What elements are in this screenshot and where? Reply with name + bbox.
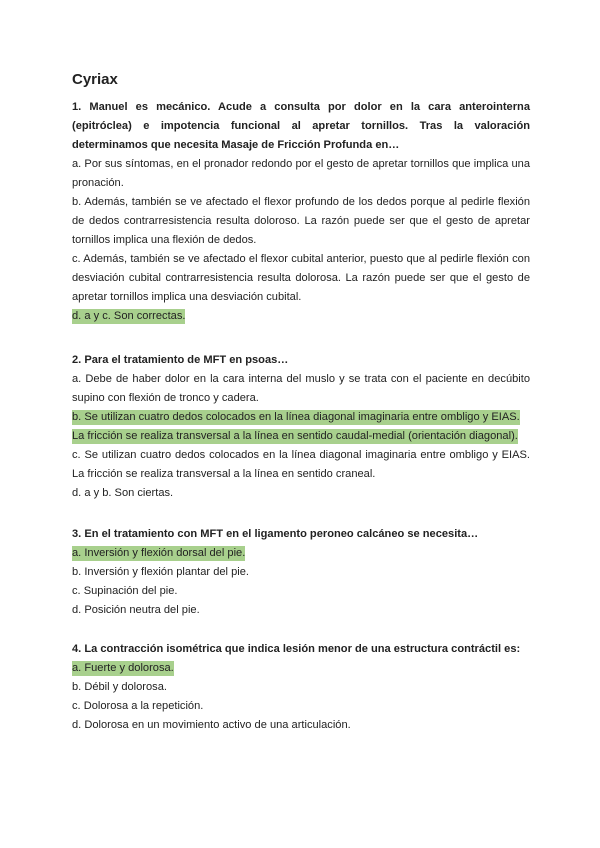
question-1: [72, 98, 530, 326]
question-3-stem: 3. En el tratamiento con MFT en el ligamento peroneo calcáneo se necesita…: [72, 528, 479, 540]
question-4-option-b: b. Débil y dolorosa.: [72, 681, 167, 693]
question-4-option-d: d. Dolorosa en un movimiento activo de una articulación.: [72, 719, 351, 731]
question-2: [72, 351, 530, 503]
question-1-option-a: a. Por sus síntomas, en el pronador redondo por el gesto de apretar tornillos que implica una pronación.: [72, 158, 530, 189]
question-1-stem: 1. Manuel es mecánico. Acude a consulta por dolor en la cara anterointerna (epitróclea) e impotencia funcional al apretar tornillos. Tras la valoración determinamos que necesita Masaje de Fricción Profunda en…: [72, 101, 530, 151]
question-2-option-a: a. Debe de haber dolor en la cara interna del muslo y se trata con el paciente en decúbito supino con flexión de tronco y cadera.: [72, 373, 530, 404]
question-4: [72, 640, 530, 735]
question-1-option-c: c. Además, también se ve afectado el flexor cubital anterior, puesto que al pedirle flexión con desviación cubital contrarresistencia resulta dolorosa. La razón puede ser que el gesto de apretar tornillos implica una desviación cubital.: [72, 253, 530, 303]
document-title: Cyriax: [72, 71, 118, 88]
question-1-option-d-highlight: d. a y c. Son correctas.: [72, 310, 186, 322]
question-3-option-d: d. Posición neutra del pie.: [72, 604, 200, 616]
question-1-option-d: [72, 307, 530, 326]
question-3-option-c: c. Supinación del pie.: [72, 585, 178, 597]
question-4-option-a-highlight: a. Fuerte y dolorosa.: [72, 662, 174, 674]
question-3-option-a-highlight: a. Inversión y flexión dorsal del pie.: [72, 547, 246, 559]
question-3: [72, 525, 530, 620]
question-2-option-b: [72, 408, 530, 446]
question-4-stem: 4. La contracción isométrica que indica lesión menor de una estructura contráctil es:: [72, 643, 521, 655]
question-2-stem: 2. Para el tratamiento de MFT en psoas…: [72, 354, 289, 366]
question-2-option-d: d. a y b. Son ciertas.: [72, 487, 174, 499]
question-3-option-a: [72, 544, 530, 563]
question-1-option-b: b. Además, también se ve afectado el flexor profundo de los dedos porque al pedirle flexión de dedos contrarresistencia resulta doloroso. La razón puede ser que el gesto de apretar tornillos implica una flexión de dedos.: [72, 196, 530, 246]
question-4-option-c: c. Dolorosa a la repetición.: [72, 700, 204, 712]
question-2-option-b-highlight: b. Se utilizan cuatro dedos colocados en la línea diagonal imaginaria entre ombligo y EIAS. La fricción se realiza transversal a la línea en sentido caudal-medial (orientación diagonal).: [72, 411, 520, 442]
question-4-option-a: [72, 659, 530, 678]
question-3-option-b: b. Inversión y flexión plantar del pie.: [72, 566, 249, 578]
question-2-option-c: c. Se utilizan cuatro dedos colocados en la línea diagonal imaginaria entre ombligo y EIAS. La fricción se realiza transversal a la línea en sentido craneal.: [72, 449, 530, 480]
